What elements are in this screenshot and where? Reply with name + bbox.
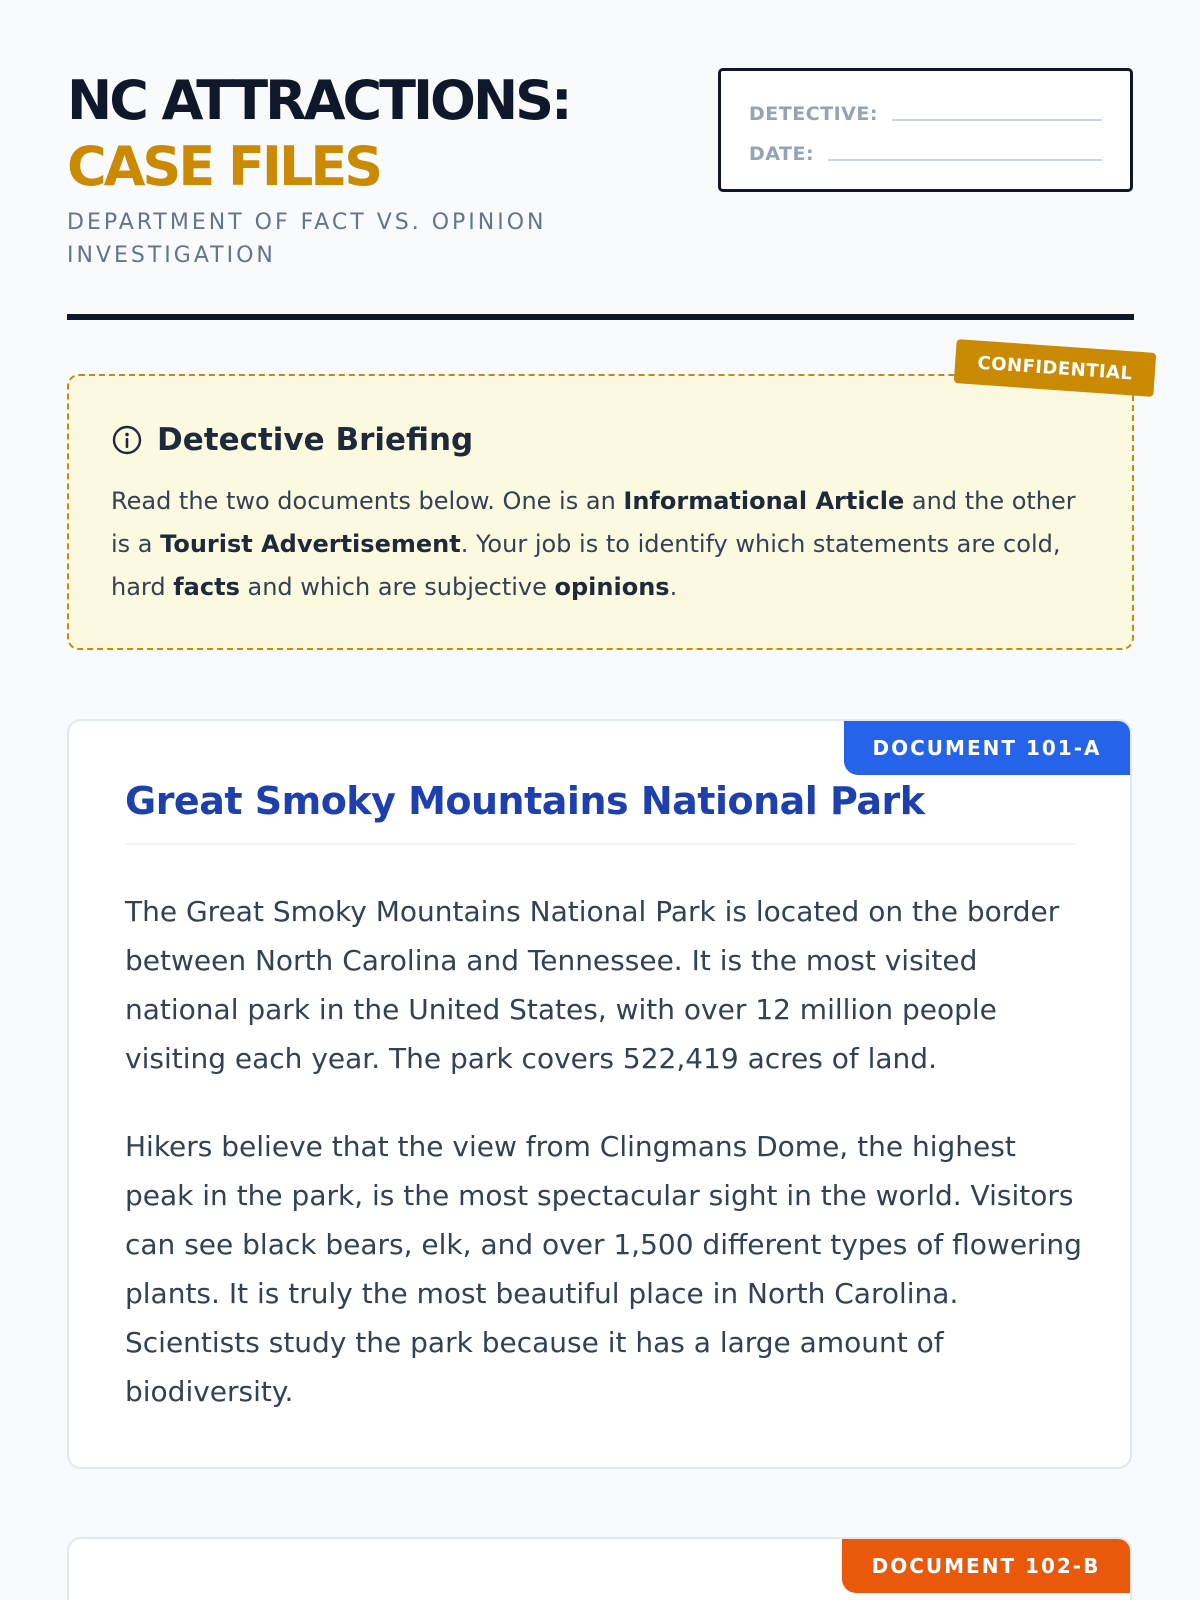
- page-title-line2: CASE FILES: [67, 135, 381, 198]
- briefing-term-opinions: opinions: [554, 573, 670, 601]
- briefing-text-part: . Your job is to identify which statements are cold, hard: [111, 530, 1061, 601]
- worksheet-page: [67, 0, 1134, 1600]
- briefing-header: [111, 420, 473, 460]
- briefing-text-part: Read the two documents below. One is an: [111, 487, 624, 515]
- document-title: Great Smoky Mountains National Park: [125, 779, 925, 823]
- briefing-term-facts: facts: [173, 573, 240, 601]
- date-row: [749, 135, 1102, 165]
- briefing-title: Detective Briefing: [157, 422, 474, 458]
- header-divider: [67, 314, 1134, 320]
- confidential-stamp: CONFIDENTIAL: [954, 339, 1157, 397]
- briefing-text-part: .: [669, 573, 678, 601]
- document-card-101a: [67, 719, 1132, 1469]
- document-paragraph: The Great Smoky Mountains National Park is located on the border between North Carolina and Tennessee. It is the most visited national park in the United States, with over 12 million people visiting each year. The park covers 522,419 acres of land.: [125, 895, 1060, 1075]
- detective-name-field[interactable]: [892, 119, 1102, 121]
- info-icon: [111, 424, 143, 456]
- briefing-text: [111, 480, 1101, 609]
- detective-briefing-box: [67, 374, 1134, 650]
- briefing-text-part: and the other is a: [111, 487, 1076, 558]
- document-title-divider: [125, 843, 1077, 845]
- detective-label: DETECTIVE:: [749, 103, 878, 125]
- briefing-term-tourist-advertisement: Tourist Advertisement: [160, 530, 461, 558]
- page-subtitle: DEPARTMENT OF FACT VS. OPINION INVESTIGATION: [67, 210, 547, 268]
- page-title-line1: NC ATTRACTIONS:: [67, 69, 570, 132]
- detective-row: [749, 95, 1102, 125]
- briefing-term-informational-article: Informational Article: [623, 487, 905, 515]
- document-card-102b: [67, 1537, 1132, 1600]
- date-label: DATE:: [749, 143, 815, 165]
- document-tag: DOCUMENT 102-B: [842, 1539, 1130, 1593]
- date-field[interactable]: [828, 159, 1102, 161]
- briefing-text-part: and which are subjective: [239, 573, 555, 601]
- detective-id-box: [718, 68, 1133, 192]
- document-tag: DOCUMENT 101-A: [844, 721, 1130, 775]
- document-paragraph: Hikers believe that the view from Clingmans Dome, the highest peak in the park, is the most spectacular sight in the world. Visitors can see black bears, elk, and over 1,500 different types of flowering plants. It is truly the most beautiful place in North Carolina. Scientists study the park because it has a large amount of biodiversity.: [125, 1130, 1082, 1408]
